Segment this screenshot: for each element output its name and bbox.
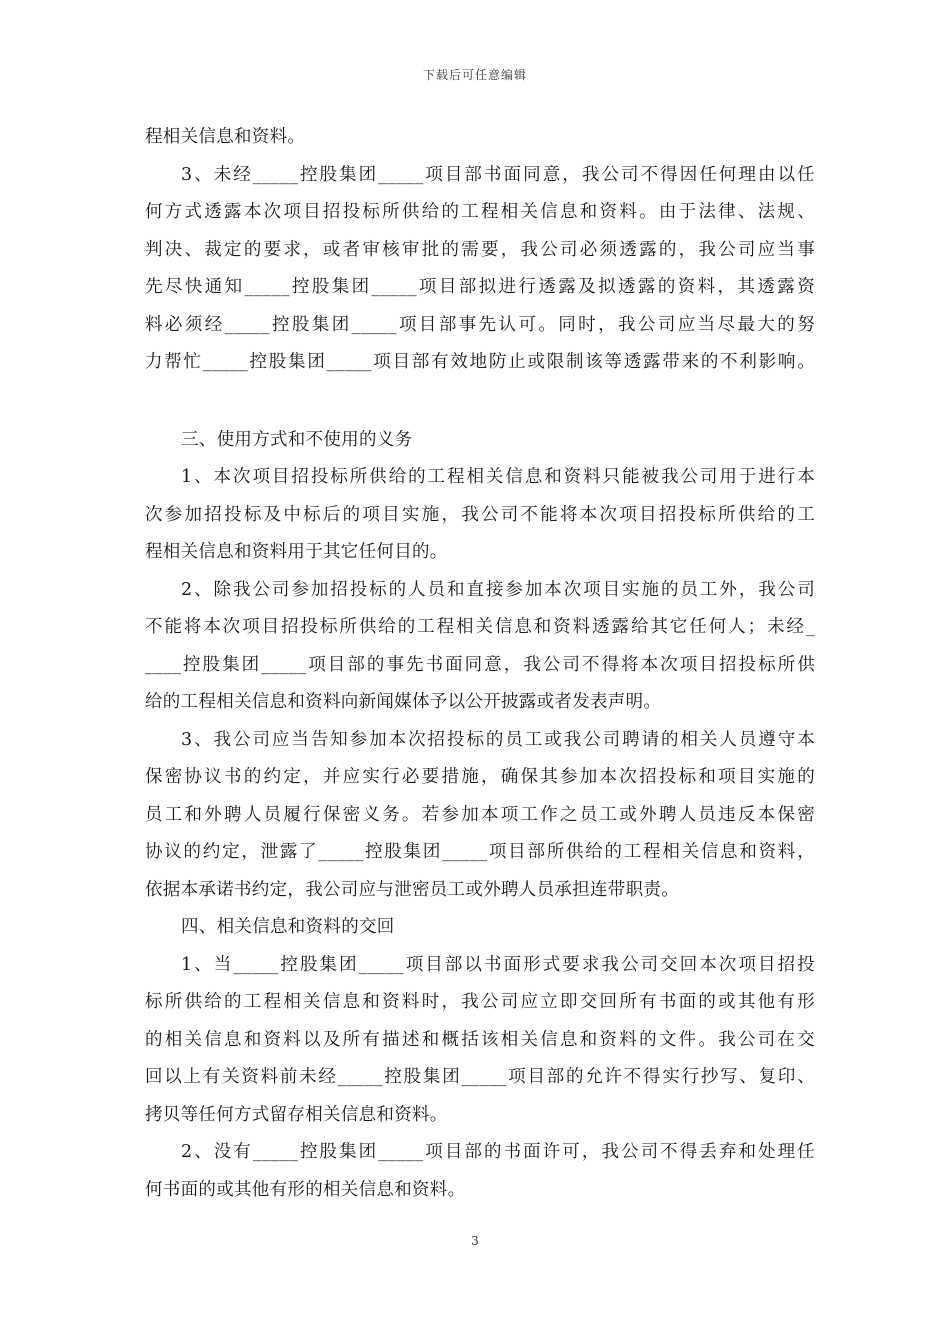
paragraph-line: 依据本承诺书约定，我公司应与泄密员工或外聘人员承担连带职责。 (145, 879, 679, 900)
paragraph-line: 3、我公司应当告知参加本次招投标的员工或我公司聘请的相关人员遵守本 (181, 729, 815, 750)
section-heading: 三、使用方式和不使用的义务 (181, 429, 413, 450)
paragraph-line: 2、除我公司参加招投标的人员和直接参加本次项目实施的员工外，我公司 (181, 579, 815, 600)
paragraph-line: 1、当_____控股集团_____项目部以书面形式要求我公司交回本次项目招投 (181, 954, 815, 975)
paragraph-line: 保密协议书的约定，并应实行必要措施，确保其参加本次招投标和项目实施的 (145, 767, 815, 787)
paragraph-line: 力帮忙_____控股集团_____项目部有效地防止或限制该等透露带来的不利影响。 (145, 352, 815, 372)
paragraph-line: 拷贝等任何方式留存相关信息和资料。 (145, 1104, 448, 1125)
page-number: 3 (471, 1234, 479, 1248)
paragraph-line: 何书面的或其他有形的相关信息和资料。 (145, 1179, 466, 1200)
document-body (145, 119, 815, 1209)
paragraph-line: 3、未经_____控股集团_____项目部书面同意，我公司不得因任何理由以任 (181, 164, 815, 185)
paragraph-line: 料必须经_____控股集团_____项目部事先认可。同时，我公司应当尽最大的努 (145, 314, 815, 335)
paragraph-line: 1、本次项目招投标所供给的工程相关信息和资料只能被我公司用于进行本 (181, 467, 815, 487)
paragraph-line: ____控股集团_____项目部的事先书面同意，我公司不得将本次项目招投标所供 (145, 654, 815, 675)
paragraph-line: 协议的约定，泄露了_____控股集团_____项目部所供给的工程相关信息和资料， (145, 842, 815, 862)
paragraph-line: 次参加招投标及中标后的项目实施，我公司不能将本次项目招投标所供给的工 (145, 504, 815, 525)
paragraph-line: 程相关信息和资料用于其它任何目的。 (145, 542, 448, 562)
paragraph-line: 2、没有_____控股集团_____项目部的书面许可，我公司不得丢弃和处理任 (181, 1142, 815, 1162)
paragraph-line: 何方式透露本次项目招投标所供给的工程相关信息和资料。由于法律、法规、 (145, 202, 815, 222)
paragraph-line: 的相关信息和资料以及所有描述和概括该相关信息和资料的文件。我公司在交 (145, 1029, 815, 1050)
paragraph-line: 程相关信息和资料。 (145, 127, 306, 147)
page-header: 下载后可任意编辑 (422, 68, 527, 82)
paragraph-line: 判决、裁定的要求，或者审核审批的需要，我公司必须透露的，我公司应当事 (145, 239, 815, 260)
paragraph-line: 不能将本次项目招投标所供给的工程相关信息和资料透露给其它任何人；未经_ (145, 617, 815, 637)
paragraph-line: 先尽快通知_____控股集团_____项目部拟进行透露及拟透露的资料，其透露资 (145, 277, 815, 297)
paragraph-line: 员工和外聘人员履行保密义务。若参加本项工作之员工或外聘人员违反本保密 (145, 804, 815, 825)
section-heading: 四、相关信息和资料的交回 (181, 917, 395, 937)
paragraph-line: 标所供给的工程相关信息和资料时，我公司应立即交回所有书面的或其他有形 (145, 992, 815, 1012)
paragraph-line: 回以上有关资料前未经_____控股集团_____项目部的允许不得实行抄写、复印、 (145, 1067, 815, 1087)
section-spacer (145, 382, 815, 422)
paragraph-line: 给的工程相关信息和资料向新闻媒体予以公开披露或者发表声明。 (145, 692, 662, 712)
